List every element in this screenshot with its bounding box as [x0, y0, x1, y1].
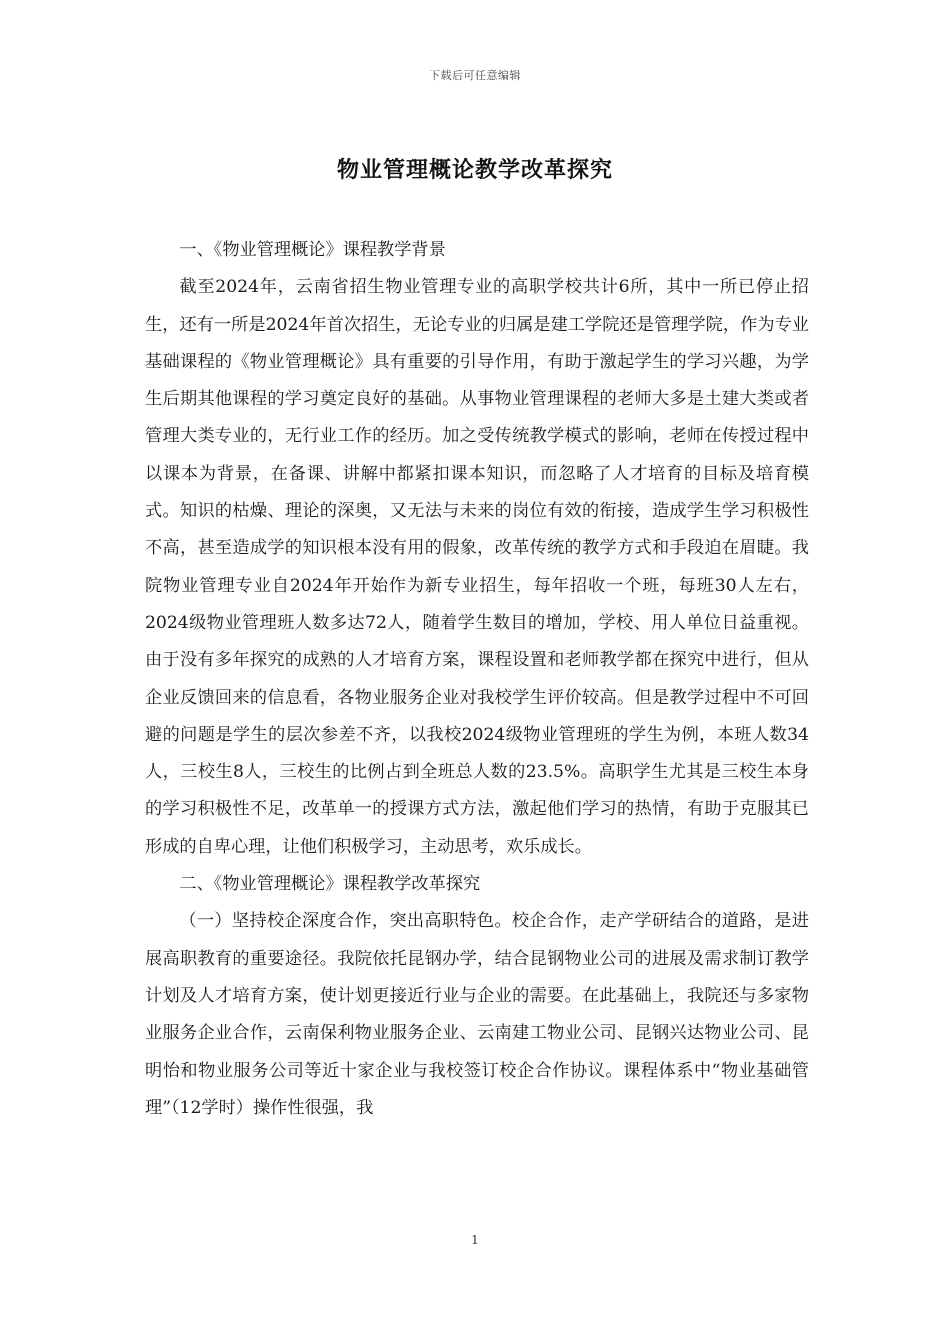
document-body [145, 232, 809, 1127]
page-number: 1 [471, 1233, 479, 1247]
section-heading-2: 二、《物业管理概论》课程教学改革探究 [179, 874, 481, 895]
paragraph-background: 截至2024年，云南省招生物业管理专业的高职学校共计6所，其中一所已停止招生，还有一所是2024年首次招生，无论专业的归属是建工学院还是管理学院，作为专业基础课程的《物业管理概论》具有重要的引导作用，有助于激起学生的学习兴趣，为学生后期其他课程的学习奠定良好的基础。从事物业管理课程的老师大多是土建大类或者管理大类专业的，无行业工作的经历。加之受传统教学模式的影响，老师在传授过程中以课本为背景，在备课、讲解中都紧扣课本知识，而忽略了人才培育的目标及培育模式。知识的枯燥、理论的深奥，又无法与未来的岗位有效的衔接，造成学生学习积极性不高，甚至造成学的知识根本没有用的假象，改革传统的教学方式和手段迫在眉睫。我院物业管理专业自2024年开始作为新专业招生，每年招收一个班，每班30人左右，2024级物业管理班人数多达72人，随着学生数目的增加，学校、用人单位日益重视。由于没有多年探究的成熟的人才培育方案，课程设置和老师教学都在探究中进行，但从企业反馈回来的信息看，各物业服务企业对我校学生评价较高。但是教学过程中不可回避的问题是学生的层次参差不齐，以我校2024级物业管理班的学生为例，本班人数34人，三校生8人，三校生的比例占到全班总人数的23.5%。高职学生尤其是三校生本身的学习积极性不足，改革单一的授课方式方法，激起他们学习的热情，有助于克服其已形成的自卑心理，让他们积极学习，主动思考，欢乐成长。 [145, 277, 809, 857]
document-title: 物业管理概论教学改革探究 [336, 157, 613, 183]
section-heading-1: 一、《物业管理概论》课程教学背景 [179, 240, 446, 260]
header-note: 下载后可任意编辑 [429, 69, 521, 82]
paragraph-reform-1: （一）坚持校企深度合作，突出高职特色。校企合作，走产学研结合的道路，是进展高职教育的重要途径。我院依托昆钢办学，结合昆钢物业公司的进展及需求制订教学计划及人才培育方案，使计划更接近行业与企业的需要。在此基础上，我院还与多家物业服务企业合作，云南保利物业服务企业、云南建工物业公司、昆钢兴达物业公司、昆明怡和物业服务公司等近十家企业与我校签订校企合作协议。课程体系中“物业基础管理”（12学时）操作性很强，我 [145, 911, 809, 1118]
